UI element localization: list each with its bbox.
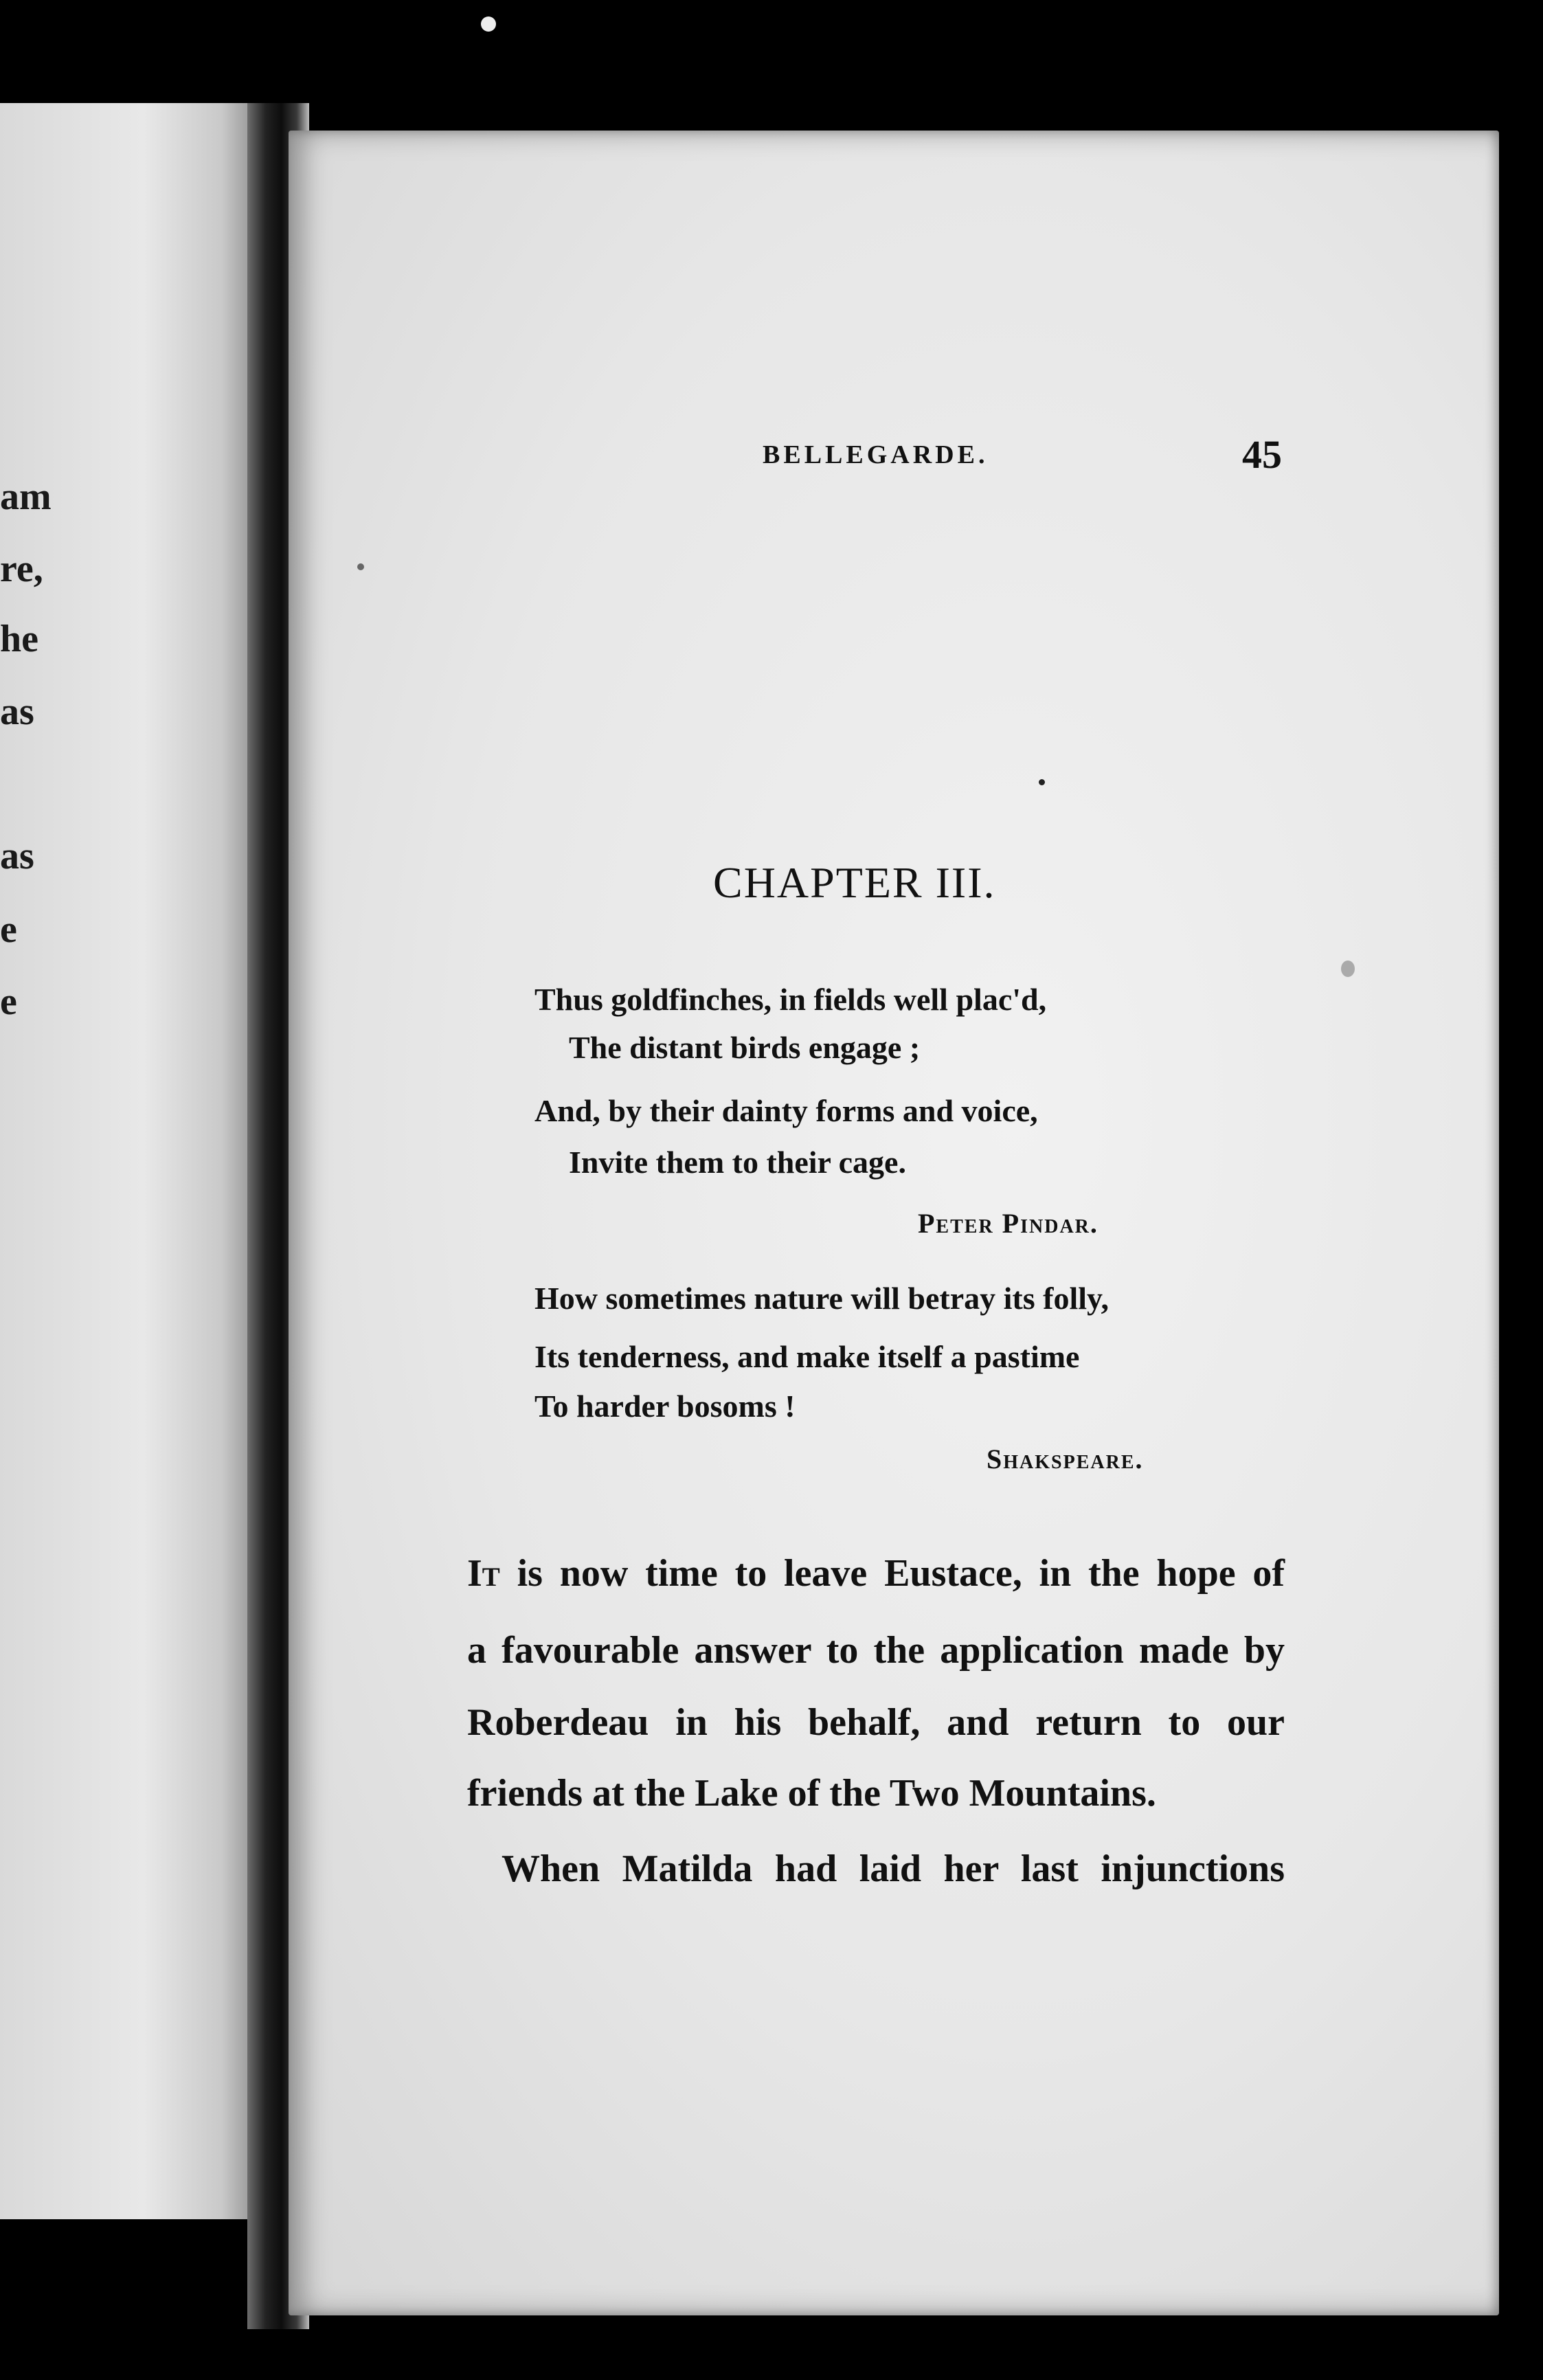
epigraph-line: How sometimes nature will betray its folly, <box>534 1281 1109 1316</box>
left-page-word: as <box>0 835 34 877</box>
scan-speck <box>357 563 364 570</box>
body-line: When Matilda had laid her last injunctions <box>502 1848 1285 1890</box>
scan-speck <box>1341 961 1355 977</box>
left-page-word: e <box>0 908 17 951</box>
left-page-word: am <box>0 475 52 518</box>
body-line <box>467 1551 1285 1595</box>
body-line: Roberdeau in his behalf, and return to our <box>467 1701 1285 1744</box>
page-number: 45 <box>1242 432 1282 477</box>
epigraph-line: And, by their dainty forms and voice, <box>534 1093 1038 1128</box>
previous-page-fragment <box>0 103 261 2219</box>
running-head: BELLEGARDE. <box>763 440 989 469</box>
scan-speck <box>481 16 496 32</box>
body-line-text: is now time to leave Eustace, in the hope of <box>499 1552 1285 1595</box>
left-page-word: e <box>0 980 17 1023</box>
epigraph-line: Its tenderness, and make itself a pastime <box>534 1339 1080 1374</box>
drop-word: It <box>467 1552 500 1595</box>
epigraph-line: Invite them to their cage. <box>569 1145 906 1180</box>
body-line: a favourable answer to the application made by <box>467 1629 1285 1672</box>
left-page-word: as <box>0 691 34 733</box>
epigraph-line: The distant birds engage ; <box>569 1030 921 1065</box>
epigraph-attribution: Peter Pindar. <box>918 1208 1099 1239</box>
body-line: friends at the Lake of the Two Mountains. <box>467 1772 1156 1815</box>
left-page-word: re, <box>0 548 43 590</box>
epigraph-line: To harder bosoms ! <box>534 1389 796 1424</box>
epigraph-attribution: Shakspeare. <box>987 1444 1144 1474</box>
epigraph-line: Thus goldfinches, in fields well plac'd, <box>534 982 1047 1017</box>
scan-speck <box>1039 779 1045 785</box>
chapter-title: CHAPTER III. <box>713 858 996 907</box>
left-page-word: he <box>0 618 38 660</box>
